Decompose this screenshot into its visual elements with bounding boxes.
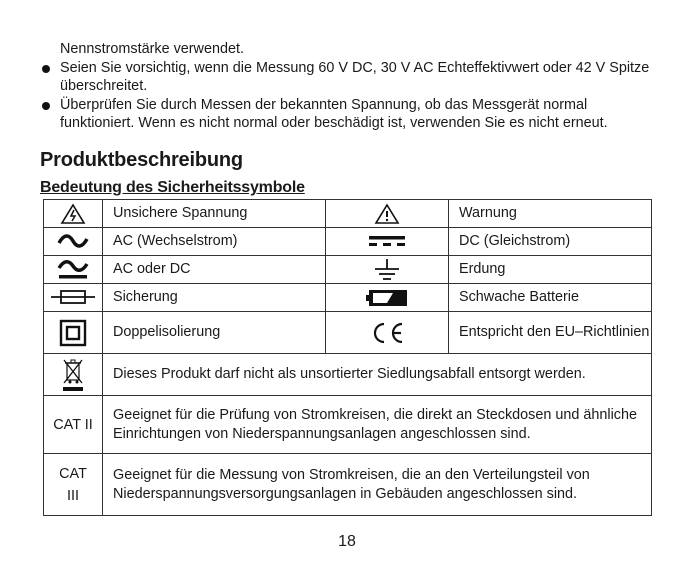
warning-triangle-icon bbox=[374, 203, 400, 225]
symbol-cell bbox=[44, 312, 103, 354]
symbol-description: Unsichere Spannung bbox=[103, 200, 326, 228]
symbol-cell bbox=[44, 354, 103, 396]
symbol-cell bbox=[44, 284, 103, 312]
fuse-icon bbox=[50, 288, 96, 306]
double-insulation-icon bbox=[59, 319, 87, 347]
table-row bbox=[44, 256, 652, 284]
symbol-description: Schwache Batterie bbox=[449, 284, 652, 312]
category-label-bottom: III bbox=[67, 487, 79, 504]
symbol-cell bbox=[326, 312, 449, 354]
intro-text bbox=[40, 40, 660, 133]
symbol-description: Dieses Produkt darf nicht als unsortierter Siedlungsabfall entsorgt werden. bbox=[103, 354, 652, 396]
ac-dc-icon bbox=[56, 259, 90, 281]
category-label bbox=[44, 454, 103, 516]
category-label-top: CAT bbox=[59, 465, 87, 482]
table-row bbox=[44, 454, 652, 516]
dc-icon bbox=[367, 233, 407, 249]
section-heading: Produktbeschreibung bbox=[40, 149, 243, 171]
symbol-description: Sicherung bbox=[103, 284, 326, 312]
weee-bin-icon bbox=[61, 357, 85, 393]
table-row bbox=[44, 396, 652, 454]
bullet-dot-icon bbox=[42, 65, 50, 73]
bullet-item bbox=[40, 96, 660, 133]
page-number: 18 bbox=[338, 533, 356, 550]
symbol-description: Warnung bbox=[449, 200, 652, 228]
category-description: Geeignet für die Prüfung von Stromkreisen, die direkt an Steckdosen und ähnliche Einrichtungen von Niederspannungsanlagen angeschlossen sind. bbox=[103, 396, 652, 454]
symbol-cell bbox=[326, 256, 449, 284]
intro-continuation: Nennstromstärke verwendet. bbox=[60, 41, 244, 57]
table-row bbox=[44, 200, 652, 228]
table-row bbox=[44, 228, 652, 256]
symbol-cell bbox=[326, 228, 449, 256]
symbol-cell bbox=[326, 200, 449, 228]
low-battery-icon bbox=[365, 288, 409, 308]
bullet-item bbox=[40, 59, 660, 96]
category-description: Geeignet für die Messung von Stromkreisen, die an den Verteilungsteil von Niederspannungsversorgungsanlagen in Gebäuden angeschlossen sind. bbox=[103, 454, 652, 516]
bullet-dot-icon bbox=[42, 102, 50, 110]
symbol-description: AC (Wechselstrom) bbox=[103, 228, 326, 256]
symbol-description: Entspricht den EU–Richtlinien bbox=[449, 312, 652, 354]
table-row bbox=[44, 312, 652, 354]
bullet-text: Seien Sie vorsichtig, wenn die Messung 60 V DC, 30 V AC Echteffektivwert oder 42 V Spitze überschreitet. bbox=[60, 59, 650, 95]
bullet-text: Überprüfen Sie durch Messen der bekannten Spannung, ob das Messgerät normal funktioniert. Wenn es nicht normal oder beschädigt ist, verwenden Sie es nicht erneut. bbox=[60, 96, 608, 132]
symbol-description: Doppelisolierung bbox=[103, 312, 326, 354]
ce-mark-icon bbox=[367, 321, 407, 345]
ac-wave-icon bbox=[56, 232, 90, 250]
symbol-cell bbox=[44, 256, 103, 284]
high-voltage-warning-icon bbox=[60, 203, 86, 225]
category-label: CAT II bbox=[44, 396, 103, 454]
symbol-description: DC (Gleichstrom) bbox=[449, 228, 652, 256]
symbol-cell bbox=[44, 200, 103, 228]
symbol-description: AC oder DC bbox=[103, 256, 326, 284]
safety-symbols-table bbox=[43, 199, 652, 516]
symbol-description: Erdung bbox=[449, 256, 652, 284]
ground-icon bbox=[372, 258, 402, 282]
symbol-cell bbox=[326, 284, 449, 312]
table-row bbox=[44, 354, 652, 396]
table-row bbox=[44, 284, 652, 312]
symbol-cell bbox=[44, 228, 103, 256]
section-subheading: Bedeutung des Sicherheitssymbole bbox=[40, 179, 305, 196]
